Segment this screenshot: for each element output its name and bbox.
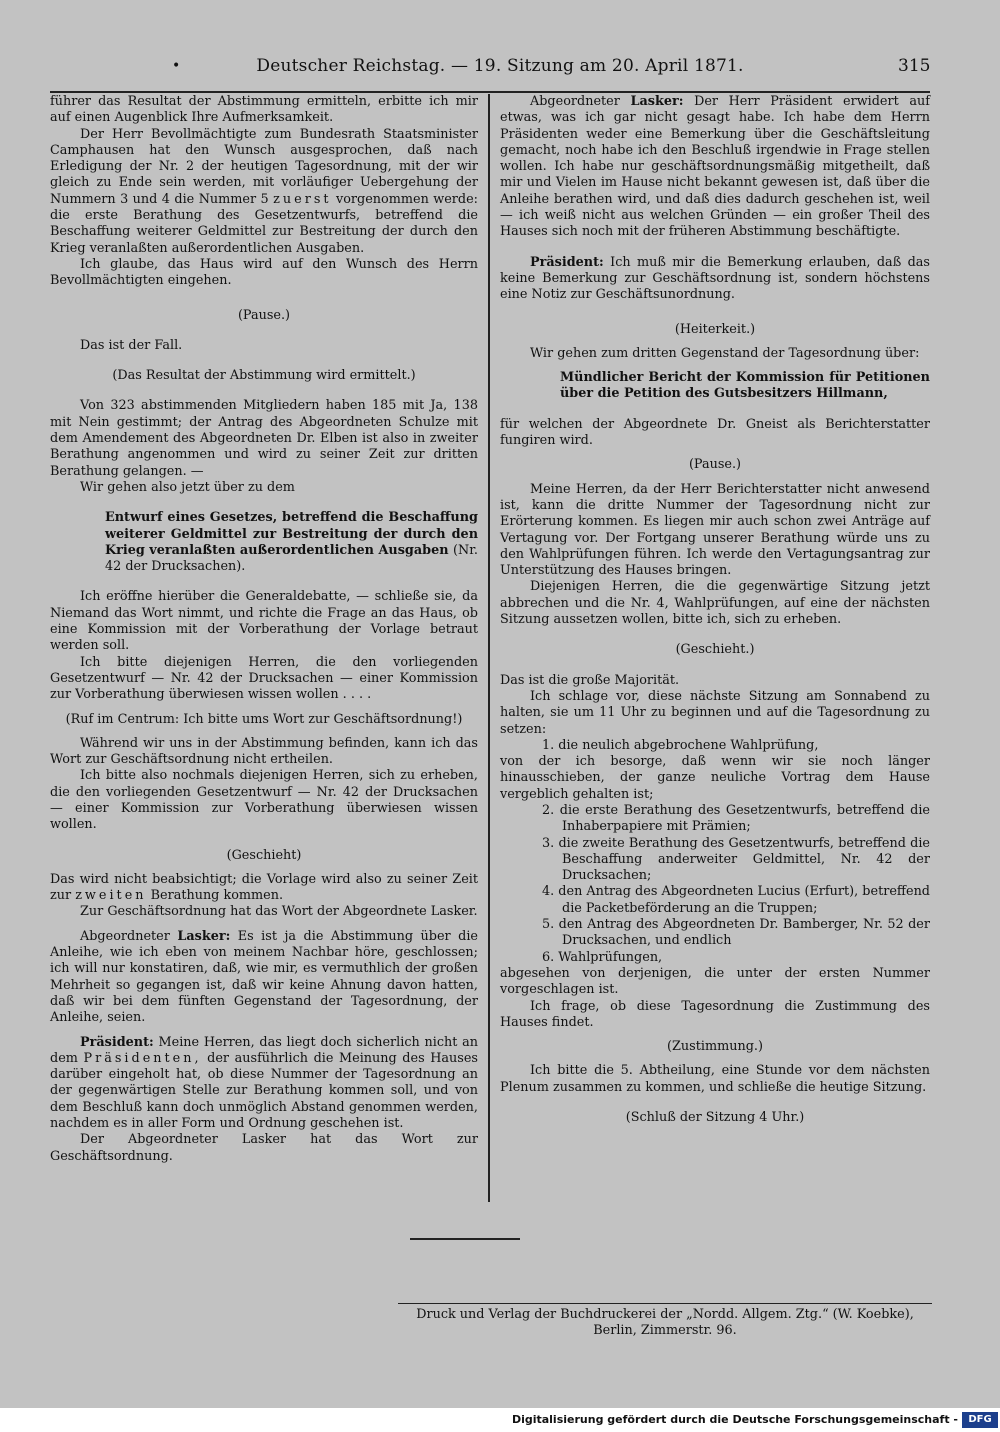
stage-direction: (Zustimmung.): [667, 1039, 763, 1055]
paragraph: [50, 872, 478, 905]
paragraph: abgesehen von derjenigen, die unter der ersten Nummer vorgeschlagen ist.: [500, 965, 930, 998]
paragraph: führer das Resultat der Abstimmung ermitteln, erbitte ich mir auf einen Augenblick Ihre Aufmerksamkeit.: [50, 94, 478, 126]
speaker-name: Präsident:: [80, 1034, 154, 1050]
list-item: 4. den Antrag des Abgeordneten Lucius (Erfurt), betreffend die Packetbeförderung an die Truppen;: [542, 884, 930, 916]
spaced-text: zweiten: [75, 888, 147, 904]
paragraph: Ich bitte also nochmals diejenigen Herren, sich zu erheben, die den vorliegenden Gesetzentwurf — Nr. 42 der Drucksachen — einer Kommission zur Vorberathung überwiesen wissen wollen.: [50, 768, 478, 833]
paragraph: Das ist der Fall.: [80, 337, 183, 353]
paragraph: Ich schlage vor, diese nächste Sitzung am Sonnabend zu halten, sie um 11 Uhr zu beginnen und auf die Tagesordnung zu setzen:: [500, 688, 930, 737]
column-divider: [488, 94, 490, 1202]
imprint-rule: [398, 1303, 932, 1304]
paragraph: Meine Herren, da der Herr Berichterstatter nicht anwesend ist, kann die dritte Nummer der Tagesordnung nicht zur Erörterung kommen. Es liegen mir auch schon zwei Anträge auf Vertagung vor. Der Fortgang unserer Berathung würde uns zu den Wahlprüfungen führen. Ich werde den Vertagungsantrag zur Unterstützung des Hauses bringen.: [500, 481, 930, 579]
imprint-line: Druck und Verlag der Buchdruckerei der „Nordd. Allgem. Ztg.“ (W. Koebke),: [416, 1307, 914, 1322]
funding-footer: [511, 1412, 1000, 1430]
paragraph: Ich bitte die 5. Abtheilung, eine Stunde vor dem nächsten Plenum zusammen zu kommen, und schließe die heutige Sitzung.: [500, 1063, 930, 1095]
paragraph: Wir gehen zum dritten Gegenstand der Tagesordnung über:: [530, 345, 920, 361]
speech: [500, 94, 930, 241]
text: Der Herr Bevollmächtigte zum Bundesrath Staatsminister Camphausen hat den Wunsch ausgesprochen, daß nach Erledigung der Nr. 2 der heutigen Tagesordnung, mit der wir gleich zu Ende sein werden, mit vorläufiger Uebergehung der Nummern 3 und 4 die Nummer 5: [50, 126, 478, 207]
interjection: (Ruf im Centrum: Ich bitte ums Wort zur Geschäftsordnung!): [65, 711, 463, 727]
agenda-reference: (Nr. 42 der Drucksachen).: [105, 542, 478, 575]
paragraph: Ich glaube, das Haus wird auf den Wunsch des Herrn Bevollmächtigten eingehen.: [50, 256, 478, 289]
speaker-name: Lasker:: [630, 94, 684, 109]
paragraph: Ich frage, ob diese Tagesordnung die Zustimmung des Hauses findet.: [500, 998, 930, 1030]
speech: [50, 929, 478, 1027]
imprint: [398, 1307, 932, 1340]
paragraph: für welchen der Abgeordnete Dr. Gneist als Berichterstatter fungiren wird.: [500, 416, 930, 449]
text: Das wird nicht beabsichtigt; die Vorlage wird also zu seiner Zeit zur: [50, 871, 478, 904]
speech: [50, 1035, 478, 1133]
list-item: 6. Wahlprüfungen,: [542, 949, 663, 965]
paragraph: [50, 127, 478, 257]
spaced-text: Präsidenten,: [83, 1050, 202, 1066]
list-item: 1. die neulich abgebrochene Wahlprüfung,: [542, 737, 819, 753]
speaker-role: Abgeordneter: [80, 928, 170, 944]
paragraph: Zur Geschäftsordnung hat das Wort der Abgeordnete Lasker.: [80, 904, 478, 920]
text: der ausführlich die Meinung des Hauses darüber eingeholt hat, ob diese Nummer der Tagesordnung an der gegenwärtigen Stelle zur Berathung kommen soll, und von dem Beschluß kann doch unmöglich Abstand genommen werden, nachdem es in aller Form und Ordnung geschehen ist.: [50, 1050, 478, 1132]
stage-direction: (Pause.): [237, 307, 291, 323]
header-title: Deutscher Reichstag. — 19. Sitzung am 20. April 1871.: [256, 56, 744, 76]
speech: [500, 255, 930, 304]
running-head: [0, 56, 1000, 82]
agenda-title: Entwurf eines Gesetzes, betreffend die Beschaffung weiterer Geldmittel zur Bestreitung der durch den Krieg veranlaßten außerordentlichen Ausgaben: [105, 510, 478, 558]
list-item: 2. die erste Berathung des Gesetzentwurfs, betreffend die Inhaberpapiere mit Prämien;: [542, 802, 930, 835]
speech-text: Der Herr Präsident erwidert auf etwas, was ich gar nicht gesagt habe. Ich habe dem Herrn Präsidenten weder eine Bemerkung über die Geschäftsleitung gemacht, noch habe ich den Beschluß irgendwie in Frage stellen wollen. Ich habe nur geschäftsordnungsmäßig mitgetheilt, daß mir und Vielen im Hause nicht bekannt gewesen ist, daß über die Anleihe berathen wird, und daß dies dadurch geschehen ist, weil — ich weiß nicht aus welchen Gründen — ein großer Theil des Hauses sich noch mit der früheren Abstimmung beschäftigte.: [500, 94, 930, 240]
stage-direction: (Pause.): [688, 457, 742, 473]
right-column: [500, 94, 930, 1126]
agenda-item-heading: Mündlicher Bericht der Kommission für Petitionen über die Petition des Gutsbesitzers Hillmann,: [560, 370, 930, 402]
session-close: (Schluß der Sitzung 4 Uhr.): [625, 1110, 805, 1126]
paragraph: Ich eröffne hierüber die Generaldebatte, — schließe sie, da Niemand das Wort nimmt, und richte die Frage an das Haus, ob eine Kommission mit der Vorberathung der Vorlage betraut werden soll.: [50, 589, 478, 654]
agenda-item-heading: [50, 510, 478, 575]
imprint-line: Berlin, Zimmerstr. 96.: [593, 1323, 737, 1339]
spaced-text: zuerst: [273, 191, 332, 207]
list-item: 3. die zweite Berathung des Gesetzentwurfs, betreffend die Beschaffung anderweiter Geldmittel, Nr. 42 der Drucksachen;: [542, 835, 930, 884]
page-number: 315: [898, 56, 931, 76]
stage-direction: (Geschieht): [226, 847, 302, 863]
speech-text: Ich muß mir die Bemerkung erlauben, daß das keine Bemerkung zur Geschäftsordnung ist, sondern höchstens eine Notiz zur Geschäftsunordnung.: [500, 254, 930, 303]
dfg-logo: DFG: [962, 1412, 998, 1428]
paragraph: Während wir uns in der Abstimmung befinden, kann ich das Wort zur Geschäftsordnung nicht ertheilen.: [50, 735, 478, 768]
paragraph: Von 323 abstimmenden Mitgliedern haben 185 mit Ja, 138 mit Nein gestimmt; der Antrag des Abgeordneten Schulze mit dem Amendement des Abgeordneten Dr. Elben ist also in zweiter Berathung angenommen und wird zu seiner Zeit zur dritten Berathung gelangen. —: [50, 398, 478, 479]
stage-direction: (Heiterkeit.): [674, 321, 756, 337]
end-rule: [410, 1238, 520, 1240]
paragraph: Wir gehen also jetzt über zu dem: [80, 479, 295, 495]
text: vorgenommen werde: die erste Berathung des Gesetzentwurfs, betreffend die Beschaffung weiterer Geldmittel zur Bestreitung der durch den Krieg veranlaßten außerordentlichen Ausgaben.: [50, 191, 478, 256]
paragraph: Ich bitte diejenigen Herren, die den vorliegenden Gesetzentwurf — Nr. 42 der Drucksachen — einer Kommission zur Vorberathung überwiesen wissen wollen . . . .: [50, 654, 478, 703]
funding-note: Digitalisierung gefördert durch die Deutsche Forschungsgemeinschaft -: [511, 1413, 958, 1426]
text: Berathung kommen.: [150, 888, 284, 904]
stage-direction: (Das Resultat der Abstimmung wird ermittelt.): [112, 368, 416, 384]
speaker-role: Abgeordneter: [530, 94, 620, 109]
paragraph: Der Abgeordneter Lasker hat das Wort zur Geschäftsordnung.: [50, 1132, 478, 1164]
speech-text: Es ist ja die Abstimmung über die Anleihe, wie ich eben von meinem Nachbar höre, geschlossen; ich will nur konstatiren, daß, wie mir, es vermuthlich der großen Mehrheit so gegangen ist, daß wir keine Ahnung davon hatten, daß wir bei dem fünften Gegenstand der Tagesordnung, der Anleihe, seien.: [50, 928, 478, 1026]
paragraph: von der ich besorge, daß wenn wir sie noch länger hinausschieben, der ganze neuliche Vortrag dem Hause vergeblich gehalten ist;: [500, 754, 930, 802]
header-rule: [50, 91, 930, 93]
list-item: 5. den Antrag des Abgeordneten Dr. Bamberger, Nr. 52 der Drucksachen, und endlich: [542, 917, 930, 949]
stage-direction: (Geschieht.): [675, 642, 755, 658]
left-column: [50, 94, 478, 1165]
text: Meine Herren, das liegt doch sicherlich nicht an dem: [50, 1034, 478, 1066]
paragraph: Das ist die große Majorität.: [500, 672, 680, 688]
speaker-name: Lasker:: [177, 928, 231, 944]
paragraph: Diejenigen Herren, die die gegenwärtige Sitzung jetzt abbrechen und die Nr. 4, Wahlprüfungen, auf eine der nächsten Sitzung aussetzen wollen, bitte ich, sich zu erheben.: [500, 579, 930, 628]
header-dot: •: [172, 58, 181, 74]
speaker-name: Präsident:: [530, 254, 604, 270]
